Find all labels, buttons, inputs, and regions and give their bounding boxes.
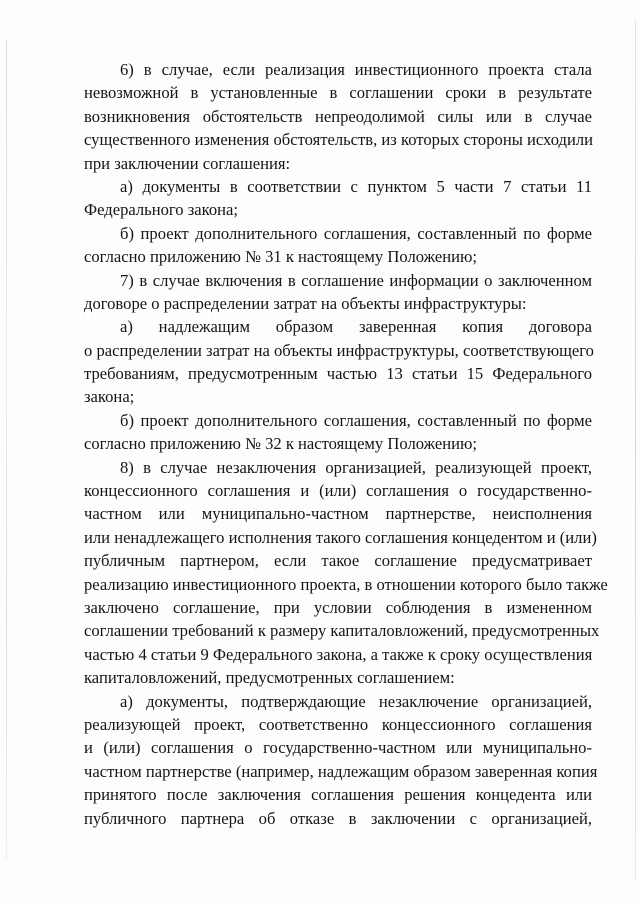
- text-line: и (или) соглашения о государственно-частном или муниципально-: [84, 738, 592, 758]
- text-line: частном партнерстве (например, надлежащим образом заверенная копия: [84, 761, 598, 781]
- text-line: а) надлежащим образом заверенная копия договора: [120, 317, 592, 337]
- text-line: реализацию инвестиционного проекта, в отношении которого было также: [84, 574, 608, 594]
- text-line: при заключении соглашения:: [84, 153, 291, 173]
- text-line: невозможной в установленные в соглашении сроки в результате: [84, 83, 592, 103]
- text-line: 6) в случае, если реализация инвестиционного проекта стала: [120, 60, 592, 79]
- scan-left-edge: [6, 40, 7, 860]
- text-line: существенного изменения обстоятельств, из которых стороны исходили: [84, 130, 593, 150]
- text-line: публичного партнера об отказе в заключении с организацией,: [84, 808, 592, 828]
- text-line: Федерального закона;: [84, 200, 239, 220]
- text-line: концессионного соглашения и (или) соглашения о государственно-: [84, 481, 592, 501]
- text-line: а) документы, подтверждающие незаключение организацией,: [120, 691, 592, 711]
- text-line: публичным партнером, если такое соглашение предусматривает: [84, 551, 592, 571]
- text-line: требованиям, предусмотренным частью 13 статьи 15 Федерального: [84, 364, 592, 384]
- text-line: соглашении требований к размеру капиталовложений, предусмотренных: [84, 621, 600, 641]
- text-line: согласно приложению № 32 к настоящему Положению;: [84, 434, 477, 454]
- text-line: возникновения обстоятельств непреодолимой силы или в случае: [84, 106, 592, 126]
- text-line: а) документы в соответствии с пунктом 5 части 7 статьи 11: [120, 176, 592, 196]
- text-line: реализующей проект, соответственно концессионного соглашения: [84, 714, 592, 734]
- text-line: частью 4 статьи 9 Федерального закона, а также к сроку осуществления: [84, 644, 593, 664]
- text-line: закона;: [84, 387, 135, 407]
- text-line: 8) в случае незаключения организацией, реализующей проект,: [120, 457, 592, 477]
- scan-right-edge: [635, 20, 636, 880]
- text-line: заключено соглашение, при условии соблюдения в измененном: [84, 597, 592, 617]
- document-body: [84, 58, 608, 830]
- text-line: согласно приложению № 31 к настоящему Положению;: [84, 247, 477, 267]
- text-line: б) проект дополнительного соглашения, составленный по форме: [120, 410, 592, 430]
- text-line: договоре о распределении затрат на объекты инфраструктуры:: [84, 293, 527, 313]
- text-line: капиталовложений, предусмотренных соглашением:: [84, 668, 455, 688]
- text-line: о распределении затрат на объекты инфраструктуры, соответствующего: [84, 340, 594, 360]
- text-line: б) проект дополнительного соглашения, составленный по форме: [120, 223, 592, 243]
- text-line: 7) в случае включения в соглашение информации о заключенном: [120, 270, 592, 290]
- text-line: или ненадлежащего исполнения такого соглашения концедентом и (или): [84, 527, 597, 547]
- text-line: принятого после заключения соглашения решения концедента или: [84, 785, 592, 805]
- text-line: частном или муниципально-частном партнерстве, неисполнения: [84, 504, 592, 524]
